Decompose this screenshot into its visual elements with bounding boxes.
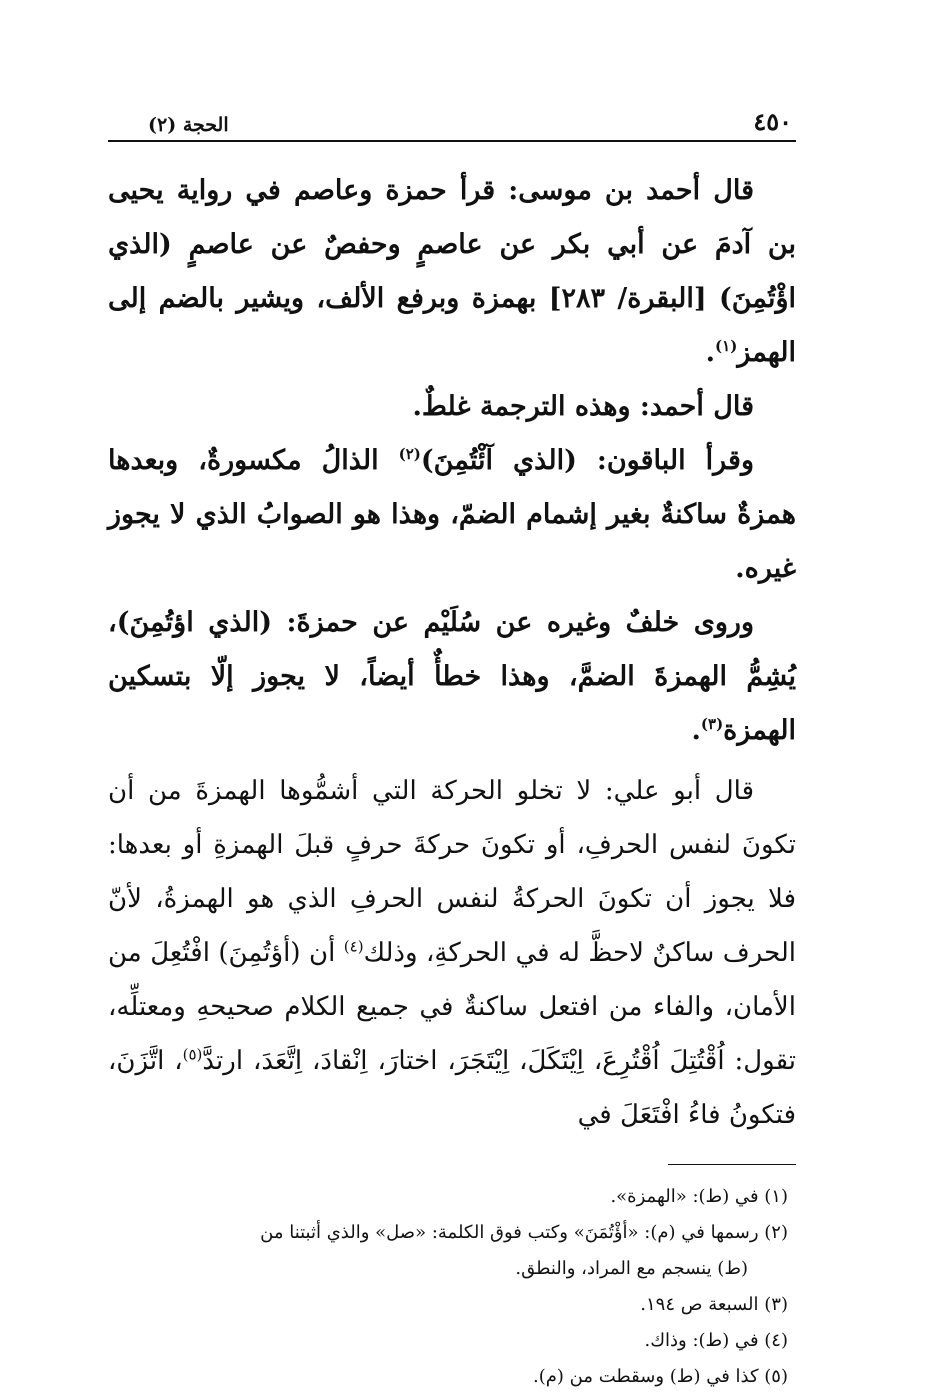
page-header [108,98,796,142]
book-page [108,98,796,1395]
footnotes [108,1179,796,1395]
footnote-ref-5: (٥) [182,1045,203,1064]
footnote-4: (٤) في (ط): وذاك. [644,1330,788,1351]
paragraph-3: وقرأ الباقون: (الذي آئْتُمِنَ)$^{(٢)}$ الذالُ مكسورةٌ، وبعدها همزةٌ ساكنةٌ بغير إشمام الضمّ، وهذا هو الصوابُ الذي لا يجوز غيره. [108,445,796,584]
footnote-ref-3: (٣) [700,715,724,733]
footnote-5: (٥) كذا في (ط) وسقطت من (م). [533,1366,788,1387]
footnote-2: (٢) رسمها في (م): «أؤْتُمَنَ» وكتب فوق الكلمة: «صل» والذي أثبتنا من [260,1222,788,1243]
body-text [108,164,796,1142]
page-number: ٤٥٠ [753,107,792,136]
paragraph-4: وروى خلفٌ وغيره عن سُلَيْم عن حمزةَ: (الذي اؤتُمِنَ)، يُشِمُّ الهمزةَ الضمَّ، وهذا خطأٌ أيضاً، لا يجوز إلّا بتسكين الهمزة$^{(٣)}$. [108,607,797,746]
footnote-3: (٣) السبعة ص ١٩٤. [640,1294,788,1315]
footnote-1: (١) في (ط): «الهمزة». [610,1186,788,1207]
paragraph-5: قال أبو علي: لا تخلو الحركة التي أشمُّوها الهمزةَ من أن تكونَ لنفس الحرفِ، أو تكونَ حركةَ حرفٍ قبلَ الهمزةِ أو بعدها: فلا يجوز أن تكونَ الحركةُ لنفس الحرفِ الذي هو الهمزةُ، لأنّ الحرف ساكنٌ لاحظَّ له في الحركةِ، وذلك$^{(٤)}$ أن (أؤتُمِنَ) افْتُعِلَ من الأمان، والفاء من افتعل ساكنةٌ في جميع الكلام صحيحهِ ومعتلِّه، تقول: اُقْتُتِلَ اُقْتُرِعَ، اِيْتَكَلَ، اِيْتَجَرَ، اختارَ، اِنْقادَ، اِتَّعَدَ، ارتدَّ$^{(٥)}$، اتَّزَنَ، فتكونُ فاءُ افْتَعَلَ في [108,776,797,1130]
running-title: الحجة (٢) [148,114,229,136]
footnote-ref-4: (٤) [343,937,364,956]
footnote-ref-1: (١) [715,337,738,355]
footnote-divider [668,1164,796,1165]
paragraph-2: قال أحمد: وهذه الترجمة غلطٌ. [412,391,754,422]
footnote-2-continued: (ط) ينسجم مع المراد، والنطق. [515,1258,748,1279]
footnote-ref-2: (٢) [398,445,421,463]
paragraph-1: قال أحمد بن موسى: قرأ حمزة وعاصم في رواية يحيى بن آدمَ عن أبي بكر عن عاصمٍ وحفصٌ عن عاصمٍ (الذي اؤْتُمِنَ) [البقرة/ ٢٨٣] بهمزة وبرفع الألف، ويشير بالضم إلى الهمز$^{(١)}$. [108,175,796,368]
